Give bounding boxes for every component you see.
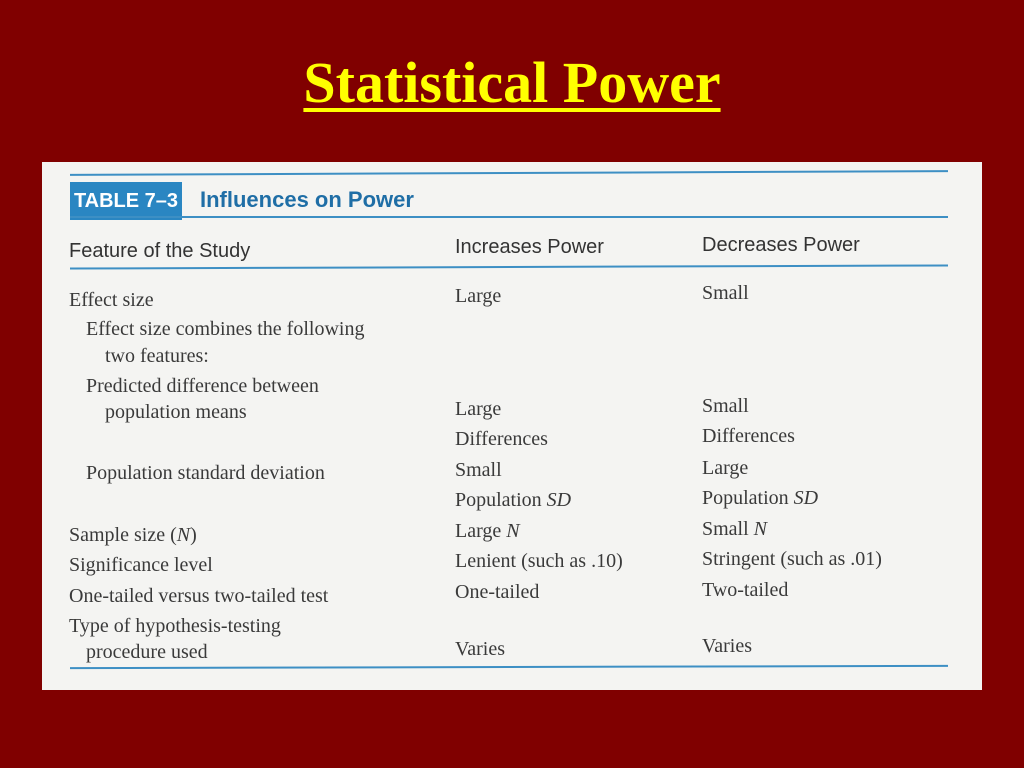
- increases-significance: Lenient (such as .10): [455, 550, 623, 572]
- table-bottom-rule: [70, 665, 948, 669]
- increases-procedure: Varies: [455, 638, 505, 660]
- increases-popsd-1: Small: [455, 459, 502, 481]
- increases-sample-size-italic: N: [506, 520, 520, 542]
- increases-popsd-2: [455, 487, 571, 513]
- feature-predicted-line2: population means: [105, 401, 247, 423]
- table-title-rule: [70, 216, 948, 218]
- feature-procedure-line1: Type of hypothesis-testing: [69, 615, 281, 637]
- feature-combines-line2: two features:: [105, 345, 209, 367]
- feature-predicted-line1: Predicted difference between: [86, 375, 319, 397]
- feature-sample-size-text: Sample size (: [69, 524, 177, 546]
- decreases-popsd-1: Large: [702, 457, 749, 479]
- decreases-sample-size-italic: N: [753, 518, 768, 540]
- decreases-significance: Stringent (such as .01): [702, 548, 882, 570]
- table-top-rule: [70, 170, 948, 176]
- feature-effect-size: Effect size: [69, 289, 154, 311]
- decreases-procedure: Varies: [702, 635, 752, 657]
- decreases-popsd-2-text: Population: [702, 487, 794, 509]
- table-number-label: TABLE 7–3: [70, 182, 182, 220]
- increases-tails: One-tailed: [455, 581, 540, 603]
- table-scan-image: [42, 162, 982, 690]
- header-feature: Feature of the Study: [69, 240, 251, 262]
- decreases-sample-size-text: Small: [702, 518, 754, 540]
- increases-predicted-1: Large: [455, 398, 502, 420]
- increases-sample-size: [455, 518, 520, 544]
- slide-title: [0, 48, 1024, 118]
- table-header-rule: [70, 264, 948, 269]
- decreases-predicted-1: Small: [702, 395, 749, 417]
- increases-effect-size: Large: [455, 285, 502, 307]
- decreases-predicted-2: Differences: [702, 425, 795, 447]
- increases-popsd-2-italic: SD: [546, 489, 572, 511]
- increases-predicted-2: Differences: [455, 428, 548, 450]
- feature-tails: One-tailed versus two-tailed test: [69, 585, 329, 607]
- header-increases: Increases Power: [455, 236, 604, 258]
- feature-sample-size-end: ): [190, 524, 197, 546]
- feature-sample-size-italic: N: [176, 524, 191, 546]
- decreases-tails: Two-tailed: [702, 579, 789, 601]
- decreases-sample-size: [702, 516, 767, 542]
- increases-sample-size-text: Large: [455, 520, 507, 542]
- feature-combines-line1: Effect size combines the following: [86, 318, 365, 340]
- decreases-effect-size: Small: [702, 282, 749, 304]
- feature-procedure-line2: procedure used: [86, 641, 208, 663]
- table-title: Influences on Power: [200, 187, 414, 212]
- feature-significance-level: Significance level: [69, 554, 213, 576]
- feature-population-sd: Population standard deviation: [86, 462, 325, 484]
- feature-sample-size: [69, 522, 197, 548]
- decreases-popsd-2-italic: SD: [793, 487, 819, 509]
- decreases-popsd-2: [702, 485, 818, 511]
- header-decreases: Decreases Power: [702, 234, 860, 256]
- increases-popsd-2-text: Population: [455, 489, 547, 511]
- slide-title-text: Statistical Power: [303, 50, 721, 115]
